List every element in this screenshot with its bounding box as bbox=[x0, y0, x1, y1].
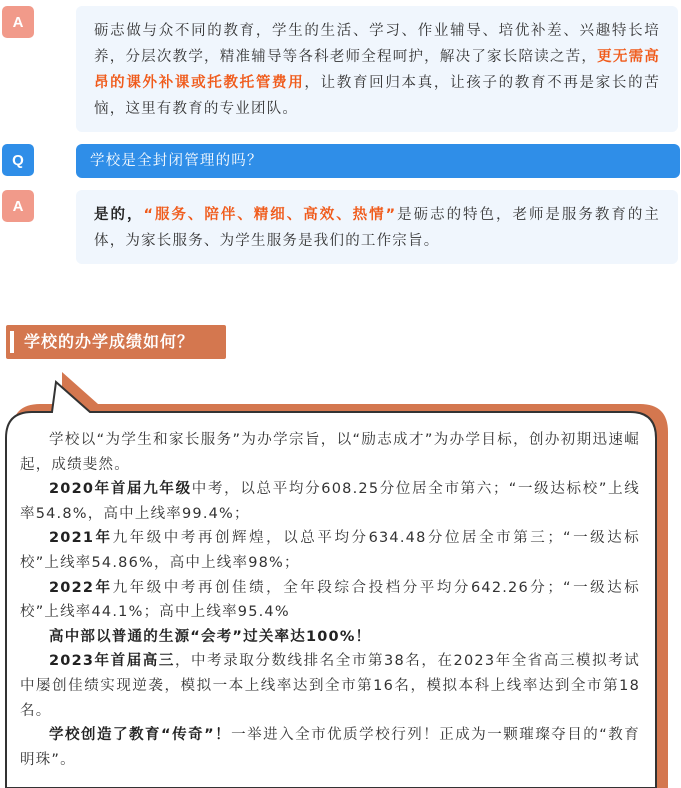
answer-bubble-2 bbox=[76, 190, 678, 264]
paragraph-2021-bold: 2021年 bbox=[49, 530, 113, 547]
paragraph-legend-bold: 学校创造了教育“传奇”！ bbox=[49, 727, 232, 744]
answer-text-2 bbox=[76, 190, 678, 254]
paragraph-highschool bbox=[20, 625, 640, 650]
answer-text-2-bold: 是的， bbox=[94, 207, 144, 223]
section-header bbox=[6, 325, 226, 359]
answer-badge: A bbox=[2, 6, 34, 38]
answer-text-2-post: 是砺志的特色，老师是服务教育的主体，为家长服务、为学生服务是我们的工作宗旨。 bbox=[94, 207, 660, 249]
answer-text-1-pre: 砺志做与众不同的教育，学生的生活、学习、作业辅导、培优补差、兴趣特长培养，分层次教学，精准辅导等各科老师全程呵护，解决了家长陪读之苦， bbox=[94, 23, 660, 65]
paragraph-2023 bbox=[20, 649, 640, 723]
achievements-content bbox=[20, 428, 640, 772]
paragraph-intro: 学校以“为学生和家长服务”为办学宗旨，以“励志成才”为办学目标，创办初期迅速崛起，成绩斐然。 bbox=[20, 432, 640, 473]
paragraph-2020-bold: 2020年首届九年级 bbox=[49, 481, 192, 498]
paragraph-2023-bold: 2023年首届高三 bbox=[49, 653, 175, 670]
paragraph-2021-text: 九年级中考再创辉煌，以总平均分634.48分位居全市第三；“一级达标校”上线率54.86%，高中上线率98%； bbox=[20, 530, 641, 571]
paragraph-highschool-bold: 高中部以普通的生源“会考”过关率达100%！ bbox=[49, 628, 372, 645]
answer-text-2-highlight: “服务、陪伴、精细、高效、热情” bbox=[143, 207, 397, 223]
answer-text-1-post: ，让教育回归本真，让孩子的教育不再是家长的苦恼，这里有教育的专业团队。 bbox=[94, 75, 660, 117]
paragraph-2023-text: ，中考录取分数线排名全市第38名，在2023年全省高三模拟考试中屡创佳绩实现逆袭，模拟一本上线率达到全市第16名，模拟本科上线率达到全市第18名。 bbox=[20, 653, 640, 719]
answer-text-1 bbox=[76, 6, 678, 122]
paragraph-2021 bbox=[20, 526, 640, 575]
section-header-stripe bbox=[10, 331, 14, 353]
question-badge: Q bbox=[2, 144, 34, 176]
section-title: 学校的办学成绩如何？ bbox=[24, 332, 195, 351]
paragraph-legend-text: 一举进入全市优质学校行列！正成为一颗璀璨夺目的“教育明珠”。 bbox=[20, 727, 640, 768]
paragraph-2020 bbox=[20, 477, 640, 526]
paragraph-legend bbox=[20, 723, 640, 772]
paragraph-2022-bold: 2022年 bbox=[49, 579, 113, 596]
answer-bubble-1 bbox=[76, 6, 678, 132]
paragraph-2022-text: 九年级中考再创佳绩，全年段综合投档分平均分642.26分；“一级达标校”上线率44.1%；高中上线率95.4% bbox=[20, 579, 641, 621]
answer-badge-2: A bbox=[2, 190, 34, 222]
answer-text-1-highlight: 更无需高昂的课外补课或托教托管费用 bbox=[94, 49, 660, 91]
question-bar: 学校是全封闭管理的吗？ bbox=[76, 144, 680, 178]
paragraph-2020-text: 中考，以总平均分608.25分位居全市第六；“一级达标校”上线率54.8%，高中上线率99.4%； bbox=[20, 481, 641, 522]
paragraph-2022 bbox=[20, 576, 640, 625]
